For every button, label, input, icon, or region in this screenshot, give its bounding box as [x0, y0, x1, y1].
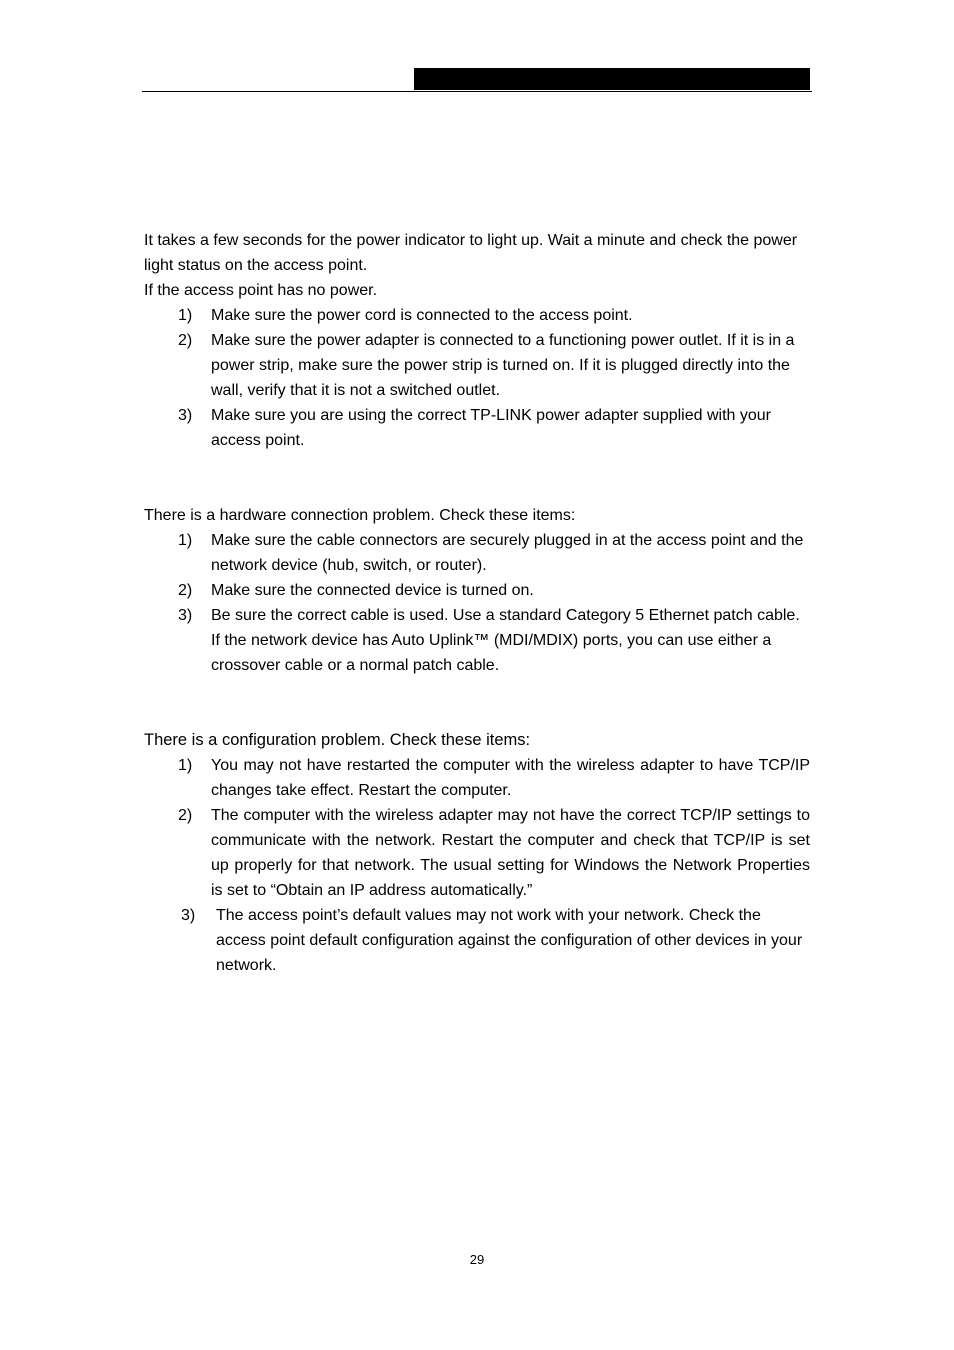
s1-item3-number: 3) — [178, 407, 193, 424]
section1-lead: If the access point has no power. — [144, 282, 378, 299]
header-rule — [142, 91, 812, 92]
s1-item2-text: Make sure the power adapter is connected to a functioning power outlet. If it is in a power strip, make sure the power strip is turned on. If it is plugged directly into the wall, verify that it is not a switched outlet. — [211, 332, 795, 399]
s2-item3-text: Be sure the correct cable is used. Use a standard Category 5 Ethernet patch cable. If the network device has Auto Uplink™ (MDI/MDIX) ports, you can use either a crossover cable or a normal patch cable. — [211, 607, 800, 674]
s2-item1-number: 1) — [178, 532, 193, 549]
s2-item3-number: 3) — [178, 607, 193, 624]
s2-item2-number: 2) — [178, 582, 193, 599]
section1-intro: It takes a few seconds for the power indicator to light up. Wait a minute and check the power light status on the access point. — [144, 232, 798, 274]
s3-item3-text: The access point’s default values may not work with your network. Check the access point default configuration against the configuration of other devices in your network. — [216, 907, 803, 974]
s3-item3-number: 3) — [181, 907, 196, 924]
page-number: 29 — [469, 1252, 485, 1267]
section3-lead: There is a configuration problem. Check these items: — [144, 731, 531, 749]
s1-item1-text: Make sure the power cord is connected to the access point. — [211, 307, 633, 324]
section2-lead: There is a hardware connection problem. Check these items: — [144, 507, 576, 524]
s2-item1-text: Make sure the cable connectors are securely plugged in at the access point and the network device (hub, switch, or router). — [211, 532, 804, 574]
s2-item2-text: Make sure the connected device is turned on. — [211, 582, 534, 599]
s1-item3-text: Make sure you are using the correct TP-LINK power adapter supplied with your access point. — [211, 407, 771, 449]
s3-item1-number: 1) — [178, 757, 193, 774]
s3-item2-number: 2) — [178, 807, 193, 824]
header-band — [414, 68, 810, 90]
s1-item2-number: 2) — [178, 332, 193, 349]
s3-item1-text: You may not have restarted the computer with the wireless adapter to have TCP/IP changes take effect. Restart the computer. — [211, 757, 810, 799]
s1-item1-number: 1) — [178, 307, 193, 324]
s3-item2-text: The computer with the wireless adapter may not have the correct TCP/IP settings to communicate with the network. Restart the computer and check that TCP/IP is set up properly for that network. The usual setting for Windows the Network Properties is set to “Obtain an IP address automatically.” — [211, 807, 810, 899]
